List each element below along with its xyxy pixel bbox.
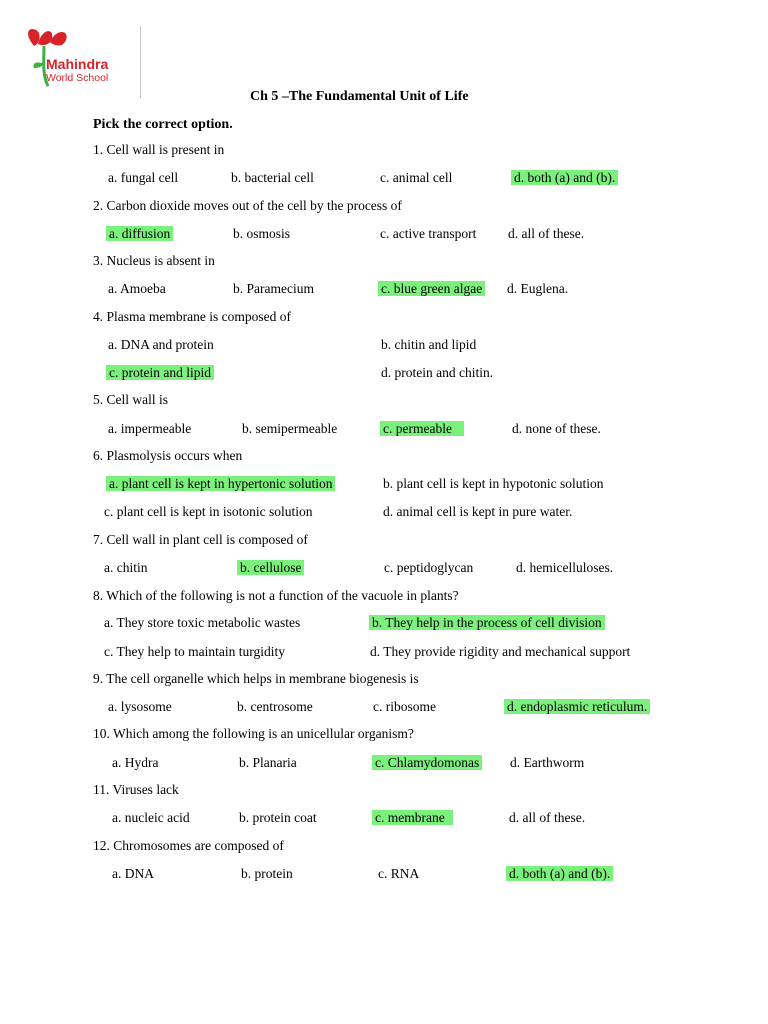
instruction: Pick the correct option. [93, 117, 233, 132]
q11-option-c-answer: c. membrane [372, 810, 453, 825]
q11-option-b: b. protein coat [239, 810, 317, 825]
q2-option-b: b. osmosis [233, 226, 291, 241]
q9-option-b: b. centrosome [237, 699, 313, 714]
q5-option-b: b. semipermeable [242, 421, 338, 436]
q4-option-d: d. protein and chitin. [381, 365, 494, 380]
question-4: 4. Plasma membrane is composed of [93, 309, 291, 324]
q2-option-c: c. active transport [380, 226, 477, 241]
q10-option-d: d. Earthworm [510, 755, 585, 770]
q1-option-b: b. bacterial cell [231, 170, 314, 185]
q3-option-a: a. Amoeba [108, 281, 166, 296]
q3-option-c-answer: c. blue green algae [378, 281, 485, 296]
q6-option-c: c. plant cell is kept in isotonic solution [104, 504, 313, 519]
q1-option-a: a. fungal cell [108, 170, 179, 185]
q12-option-a: a. DNA [112, 866, 154, 881]
q9-option-a: a. lysosome [108, 699, 172, 714]
q2-option-a-answer: a. diffusion [106, 226, 173, 241]
page-title: Ch 5 –The Fundamental Unit of Life [250, 89, 469, 104]
question-1: 1. Cell wall is present in [93, 142, 225, 157]
logo-divider [140, 26, 141, 98]
q9-option-c: c. ribosome [373, 699, 436, 714]
q10-option-c-answer: c. Chlamydomonas [372, 755, 482, 770]
question-7: 7. Cell wall in plant cell is composed of [93, 532, 308, 547]
q12-option-c: c. RNA [378, 866, 420, 881]
question-6: 6. Plasmolysis occurs when [93, 448, 243, 463]
q8-option-b-answer: b. They help in the process of cell division [369, 615, 605, 630]
q10-option-a: a. Hydra [112, 755, 159, 770]
q5-option-d: d. none of these. [512, 421, 601, 436]
question-9: 9. The cell organelle which helps in membrane biogenesis is [93, 671, 419, 686]
q9-option-d-answer: d. endoplasmic reticulum. [504, 699, 650, 714]
q6-option-d: d. animal cell is kept in pure water. [383, 504, 573, 519]
question-8: 8. Which of the following is not a function of the vacuole in plants? [93, 588, 459, 603]
question-12: 12. Chromosomes are composed of [93, 838, 284, 853]
logo-name: Mahindra [46, 56, 109, 72]
q1-option-c: c. animal cell [380, 170, 453, 185]
logo-subtitle: World School [46, 72, 109, 84]
q7-option-b-answer: b. cellulose [237, 560, 304, 575]
q5-option-c-answer: c. permeable [380, 421, 464, 436]
question-5: 5. Cell wall is [93, 392, 168, 407]
question-11: 11. Viruses lack [93, 782, 179, 797]
q3-option-d: d. Euglena. [507, 281, 569, 296]
q8-option-c: c. They help to maintain turgidity [104, 644, 285, 659]
q5-option-a: a. impermeable [108, 421, 192, 436]
q1-option-d-answer: d. both (a) and (b). [511, 170, 618, 185]
q4-option-b: b. chitin and lipid [381, 337, 477, 352]
question-3: 3. Nucleus is absent in [93, 253, 215, 268]
q7-option-c: c. peptidoglycan [384, 560, 474, 575]
q12-option-b: b. protein [241, 866, 293, 881]
question-10: 10. Which among the following is an unicellular organism? [93, 726, 414, 741]
q2-option-d: d. all of these. [508, 226, 585, 241]
q4-option-c-answer: c. protein and lipid [106, 365, 214, 380]
q12-option-d-answer: d. both (a) and (b). [506, 866, 613, 881]
q7-option-d: d. hemicelluloses. [516, 560, 614, 575]
q6-option-b: b. plant cell is kept in hypotonic solution [383, 476, 604, 491]
q10-option-b: b. Planaria [239, 755, 297, 770]
question-2: 2. Carbon dioxide moves out of the cell by the process of [93, 198, 402, 213]
q4-option-a: a. DNA and protein [108, 337, 214, 352]
q8-option-d: d. They provide rigidity and mechanical support [370, 644, 631, 659]
q7-option-a: a. chitin [104, 560, 148, 575]
q6-option-a-answer: a. plant cell is kept in hypertonic solution [106, 476, 335, 491]
q11-option-a: a. nucleic acid [112, 810, 190, 825]
q11-option-d: d. all of these. [509, 810, 586, 825]
q8-option-a: a. They store toxic metabolic wastes [104, 615, 301, 630]
q3-option-b: b. Paramecium [233, 281, 314, 296]
